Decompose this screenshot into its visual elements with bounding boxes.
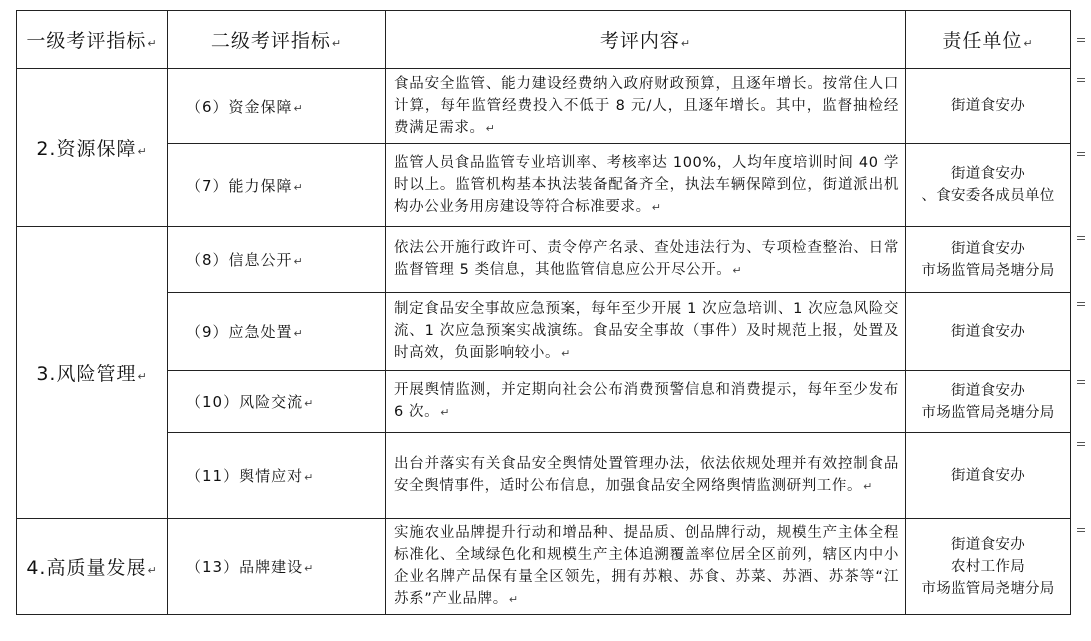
table-row bbox=[17, 433, 1071, 519]
level2-cell: （10）风险交流↵ bbox=[168, 371, 386, 433]
content-cell: 监管人员食品监管专业培训率、考核率达 100%，人均年度培训时间 40 学时以上。监管机构基本执法装备配备齐全，执法车辆保障到位，街道派出机构办公业务用房建设等符合标准要求。↵ bbox=[386, 144, 906, 227]
row-end-marker bbox=[1077, 38, 1085, 42]
unit-cell: 街道食安办 bbox=[906, 433, 1071, 519]
header-content: 考评内容↵ bbox=[386, 11, 906, 69]
content-cell: 实施农业品牌提升行动和增品种、提品质、创品牌行动，规模生产主体全程标准化、全域绿色化和规模生产主体追溯覆盖率位居全区前列，辖区内中小企业名牌产品保有量全区领先，拥有苏粮、苏食、苏菜、苏酒、苏茶等“江苏系”产业品牌。↵ bbox=[386, 519, 906, 615]
level2-cell: （11）舆情应对↵ bbox=[168, 433, 386, 519]
content-cell: 制定食品安全事故应急预案，每年至少开展 1 次应急培训、1 次应急风险交流、1 次应急预案实战演练。食品安全事故（事件）及时规范上报，处置及时高效，负面影响较小。↵ bbox=[386, 293, 906, 371]
content-cell: 食品安全监管、能力建设经费纳入政府财政预算，且逐年增长。按常住人口计算，每年监管经费投入不低于 8 元/人，且逐年增长。其中，监督抽检经费满足需求。↵ bbox=[386, 69, 906, 144]
table-row bbox=[17, 371, 1071, 433]
assessment-table-container bbox=[16, 10, 1071, 615]
unit-cell: 街道食安办 市场监管局尧塘分局 bbox=[906, 371, 1071, 433]
header-row bbox=[17, 11, 1071, 69]
row-end-marker bbox=[1077, 380, 1085, 384]
level2-cell: （9）应急处置↵ bbox=[168, 293, 386, 371]
row-end-marker bbox=[1077, 236, 1085, 240]
level1-cell: 2.资源保障↵ bbox=[17, 69, 168, 227]
row-end-marker bbox=[1077, 442, 1085, 446]
table-row bbox=[17, 293, 1071, 371]
table-row bbox=[17, 144, 1071, 227]
level1-cell: 3.风险管理↵ bbox=[17, 227, 168, 519]
unit-cell: 街道食安办 bbox=[906, 293, 1071, 371]
level1-cell: 4.高质量发展↵ bbox=[17, 519, 168, 615]
content-cell: 依法公开施行政许可、责令停产名录、查处违法行为、专项检查整治、日常监督管理 5 类信息，其他监管信息应公开尽公开。↵ bbox=[386, 227, 906, 293]
unit-cell: 街道食安办 市场监管局尧塘分局 bbox=[906, 227, 1071, 293]
level2-cell: （13）品牌建设↵ bbox=[168, 519, 386, 615]
table-row bbox=[17, 227, 1071, 293]
header-unit: 责任单位↵ bbox=[906, 11, 1071, 69]
content-cell: 开展舆情监测，并定期向社会公布消费预警信息和消费提示，每年至少发布 6 次。↵ bbox=[386, 371, 906, 433]
unit-cell: 街道食安办 bbox=[906, 69, 1071, 144]
header-level1: 一级考评指标↵ bbox=[17, 11, 168, 69]
unit-cell: 街道食安办 、食安委各成员单位 bbox=[906, 144, 1071, 227]
row-end-marker bbox=[1077, 78, 1085, 82]
row-end-marker bbox=[1077, 152, 1085, 156]
unit-cell: 街道食安办 农村工作局 市场监管局尧塘分局 bbox=[906, 519, 1071, 615]
row-end-marker bbox=[1077, 302, 1085, 306]
content-cell: 出台并落实有关食品安全舆情处置管理办法，依法依规处理并有效控制食品安全舆情事件，适时公布信息，加强食品安全网络舆情监测研判工作。↵ bbox=[386, 433, 906, 519]
table-row bbox=[17, 519, 1071, 615]
header-level2: 二级考评指标↵ bbox=[168, 11, 386, 69]
row-end-marker bbox=[1077, 528, 1085, 532]
assessment-table bbox=[16, 10, 1071, 615]
level2-cell: （8）信息公开↵ bbox=[168, 227, 386, 293]
table-row bbox=[17, 69, 1071, 144]
level2-cell: （7）能力保障↵ bbox=[168, 144, 386, 227]
level2-cell: （6）资金保障↵ bbox=[168, 69, 386, 144]
